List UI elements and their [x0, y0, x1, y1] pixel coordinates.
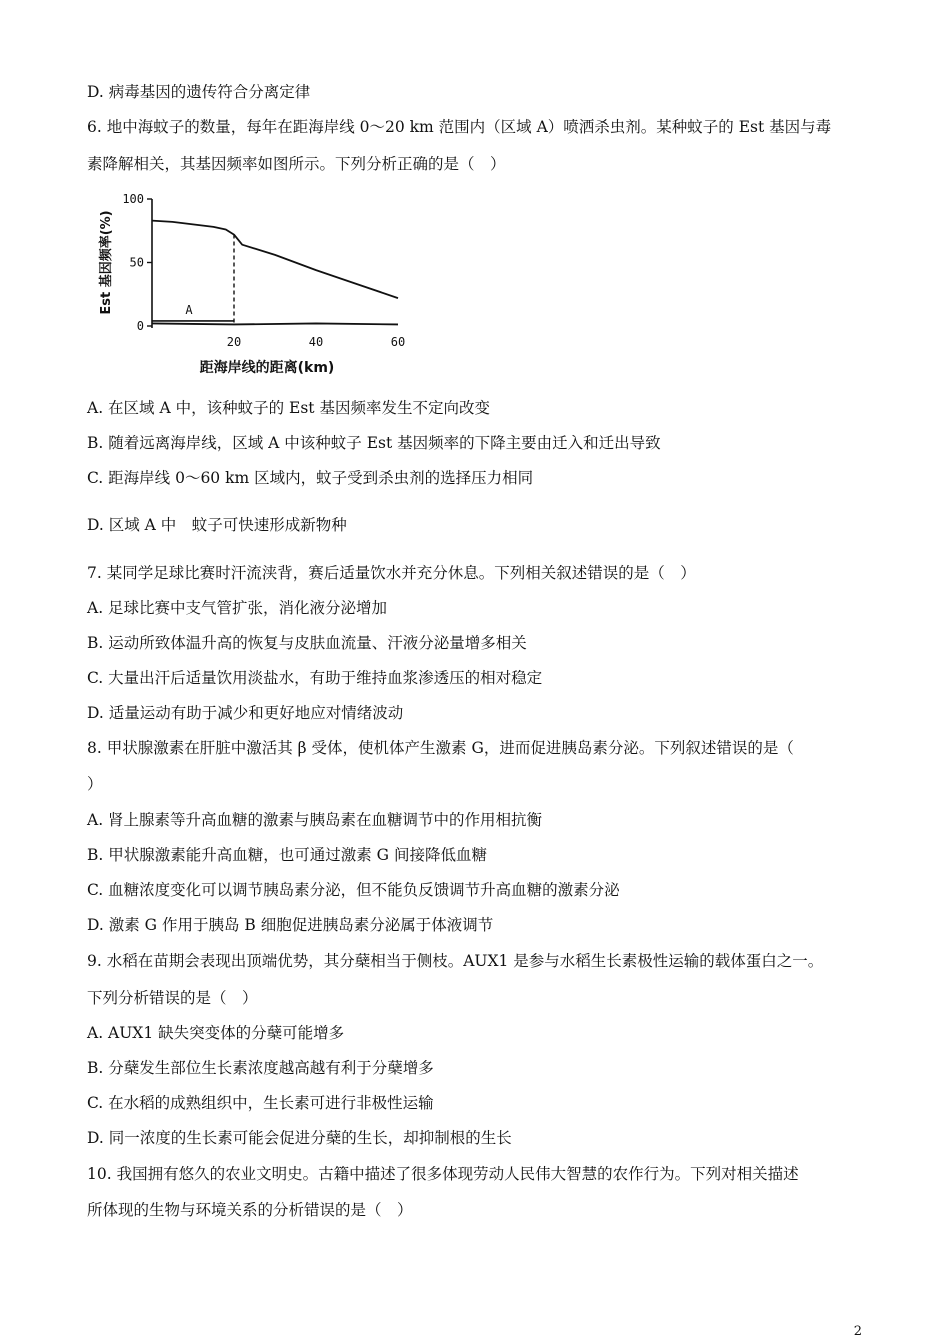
option-d-q5: D. 病毒基因的遗传符合分离定律 [87, 83, 311, 101]
y-tick-label: 100 [122, 192, 144, 206]
question-9-stem-line1: 9. 水稻在苗期会表现出顶端优势，其分蘖相当于侧枝。AUX1 是参与水稻生长素极性运输的载体蛋白之一。 [87, 952, 824, 970]
option-b-q9: B. 分蘖发生部位生长素浓度越高越有利于分蘖增多 [87, 1059, 434, 1077]
question-8-stem-line2: ） [87, 775, 103, 793]
x-axis-line [152, 323, 398, 324]
y-tick-label: 50 [129, 255, 144, 270]
option-a-q7: A. 足球比赛中支气管扩张，消化液分泌增加 [87, 599, 388, 617]
question-9-stem-line2: 下列分析错误的是（ ） [87, 989, 258, 1007]
option-a-q6: A. 在区域 A 中，该种蚊子的 Est 基因频率发生不定向改变 [87, 399, 490, 417]
page-number: 2 [853, 1324, 862, 1339]
question-7-stem: 7. 某同学足球比赛时汗流浃背，赛后适量饮水并充分休息。下列相关叙述错误的是（ ） [87, 564, 696, 582]
option-b-q7: B. 运动所致体温升高的恢复与皮肤血流量、汗液分泌量增多相关 [87, 634, 527, 652]
question-10-stem-line1: 10. 我国拥有悠久的农业文明史。古籍中描述了很多体现劳动人民伟大智慧的农作行为。下列对相关描述 [87, 1165, 799, 1183]
option-a-q8: A. 肾上腺素等升高血糖的激素与胰岛素在血糖调节中的作用相抗衡 [87, 811, 543, 829]
x-tick-label: 60 [390, 335, 406, 349]
option-a-q9: A. AUX1 缺失突变体的分蘖可能增多 [87, 1024, 345, 1042]
x-tick-label: 20 [226, 335, 242, 349]
option-c-q8: C. 血糖浓度变化可以调节胰岛素分泌，但不能负反馈调节升高血糖的激素分泌 [87, 881, 620, 899]
option-d-q7: D. 适量运动有助于减少和更好地应对情绪波动 [87, 704, 404, 722]
y-axis-title: Est 基因频率(%) [99, 210, 114, 315]
option-b-q8: B. 甲状腺激素能升高血糖，也可通过激素 G 间接降低血糖 [87, 846, 487, 864]
option-c-q9: C. 在水稻的成熟组织中，生长素可进行非极性运输 [87, 1094, 434, 1112]
x-tick-label: 40 [308, 335, 324, 349]
option-d-q9: D. 同一浓度的生长素可能会促进分蘖的生长，却抑制根的生长 [87, 1129, 512, 1147]
question-10-stem-line2: 所体现的生物与环境关系的分析错误的是（ ） [87, 1201, 413, 1219]
option-c-q7: C. 大量出汗后适量饮用淡盐水，有助于维持血浆渗透压的相对稳定 [87, 669, 543, 687]
option-d-q6: D. 区域 A 中 蚊子可快速形成新物种 [87, 516, 347, 534]
option-d-q8: D. 激素 G 作用于胰岛 B 细胞促进胰岛素分泌属于体液调节 [87, 916, 494, 934]
y-tick-label: 0 [136, 319, 144, 333]
question-6-stem-line1: 6. 地中海蚊子的数量，每年在距海岸线 0～20 km 范围内（区域 A）喷洒杀虫剂。某种蚊子的 Est 基因与毒 [87, 118, 832, 136]
region-a-label: A [185, 302, 193, 317]
question-8-stem-line1: 8. 甲状腺激素在肝脏中激活其 β 受体，使机体产生激素 G，进而促进胰岛素分泌。下列叙述错误的是（ [87, 739, 794, 757]
x-axis-title: 距海岸线的距离(km) [199, 360, 335, 376]
option-b-q6: B. 随着远离海岸线，区域 A 中该种蚊子 Est 基因频率的下降主要由迁入和迁出导致 [87, 434, 661, 452]
option-c-q6: C. 距海岸线 0～60 km 区域内，蚊子受到杀虫剂的选择压力相同 [87, 469, 534, 487]
est-frequency-curve [152, 221, 398, 299]
est-gene-frequency-chart [90, 184, 420, 380]
question-6-stem-line2: 素降解相关，其基因频率如图所示。下列分析正确的是（ ） [87, 155, 506, 173]
